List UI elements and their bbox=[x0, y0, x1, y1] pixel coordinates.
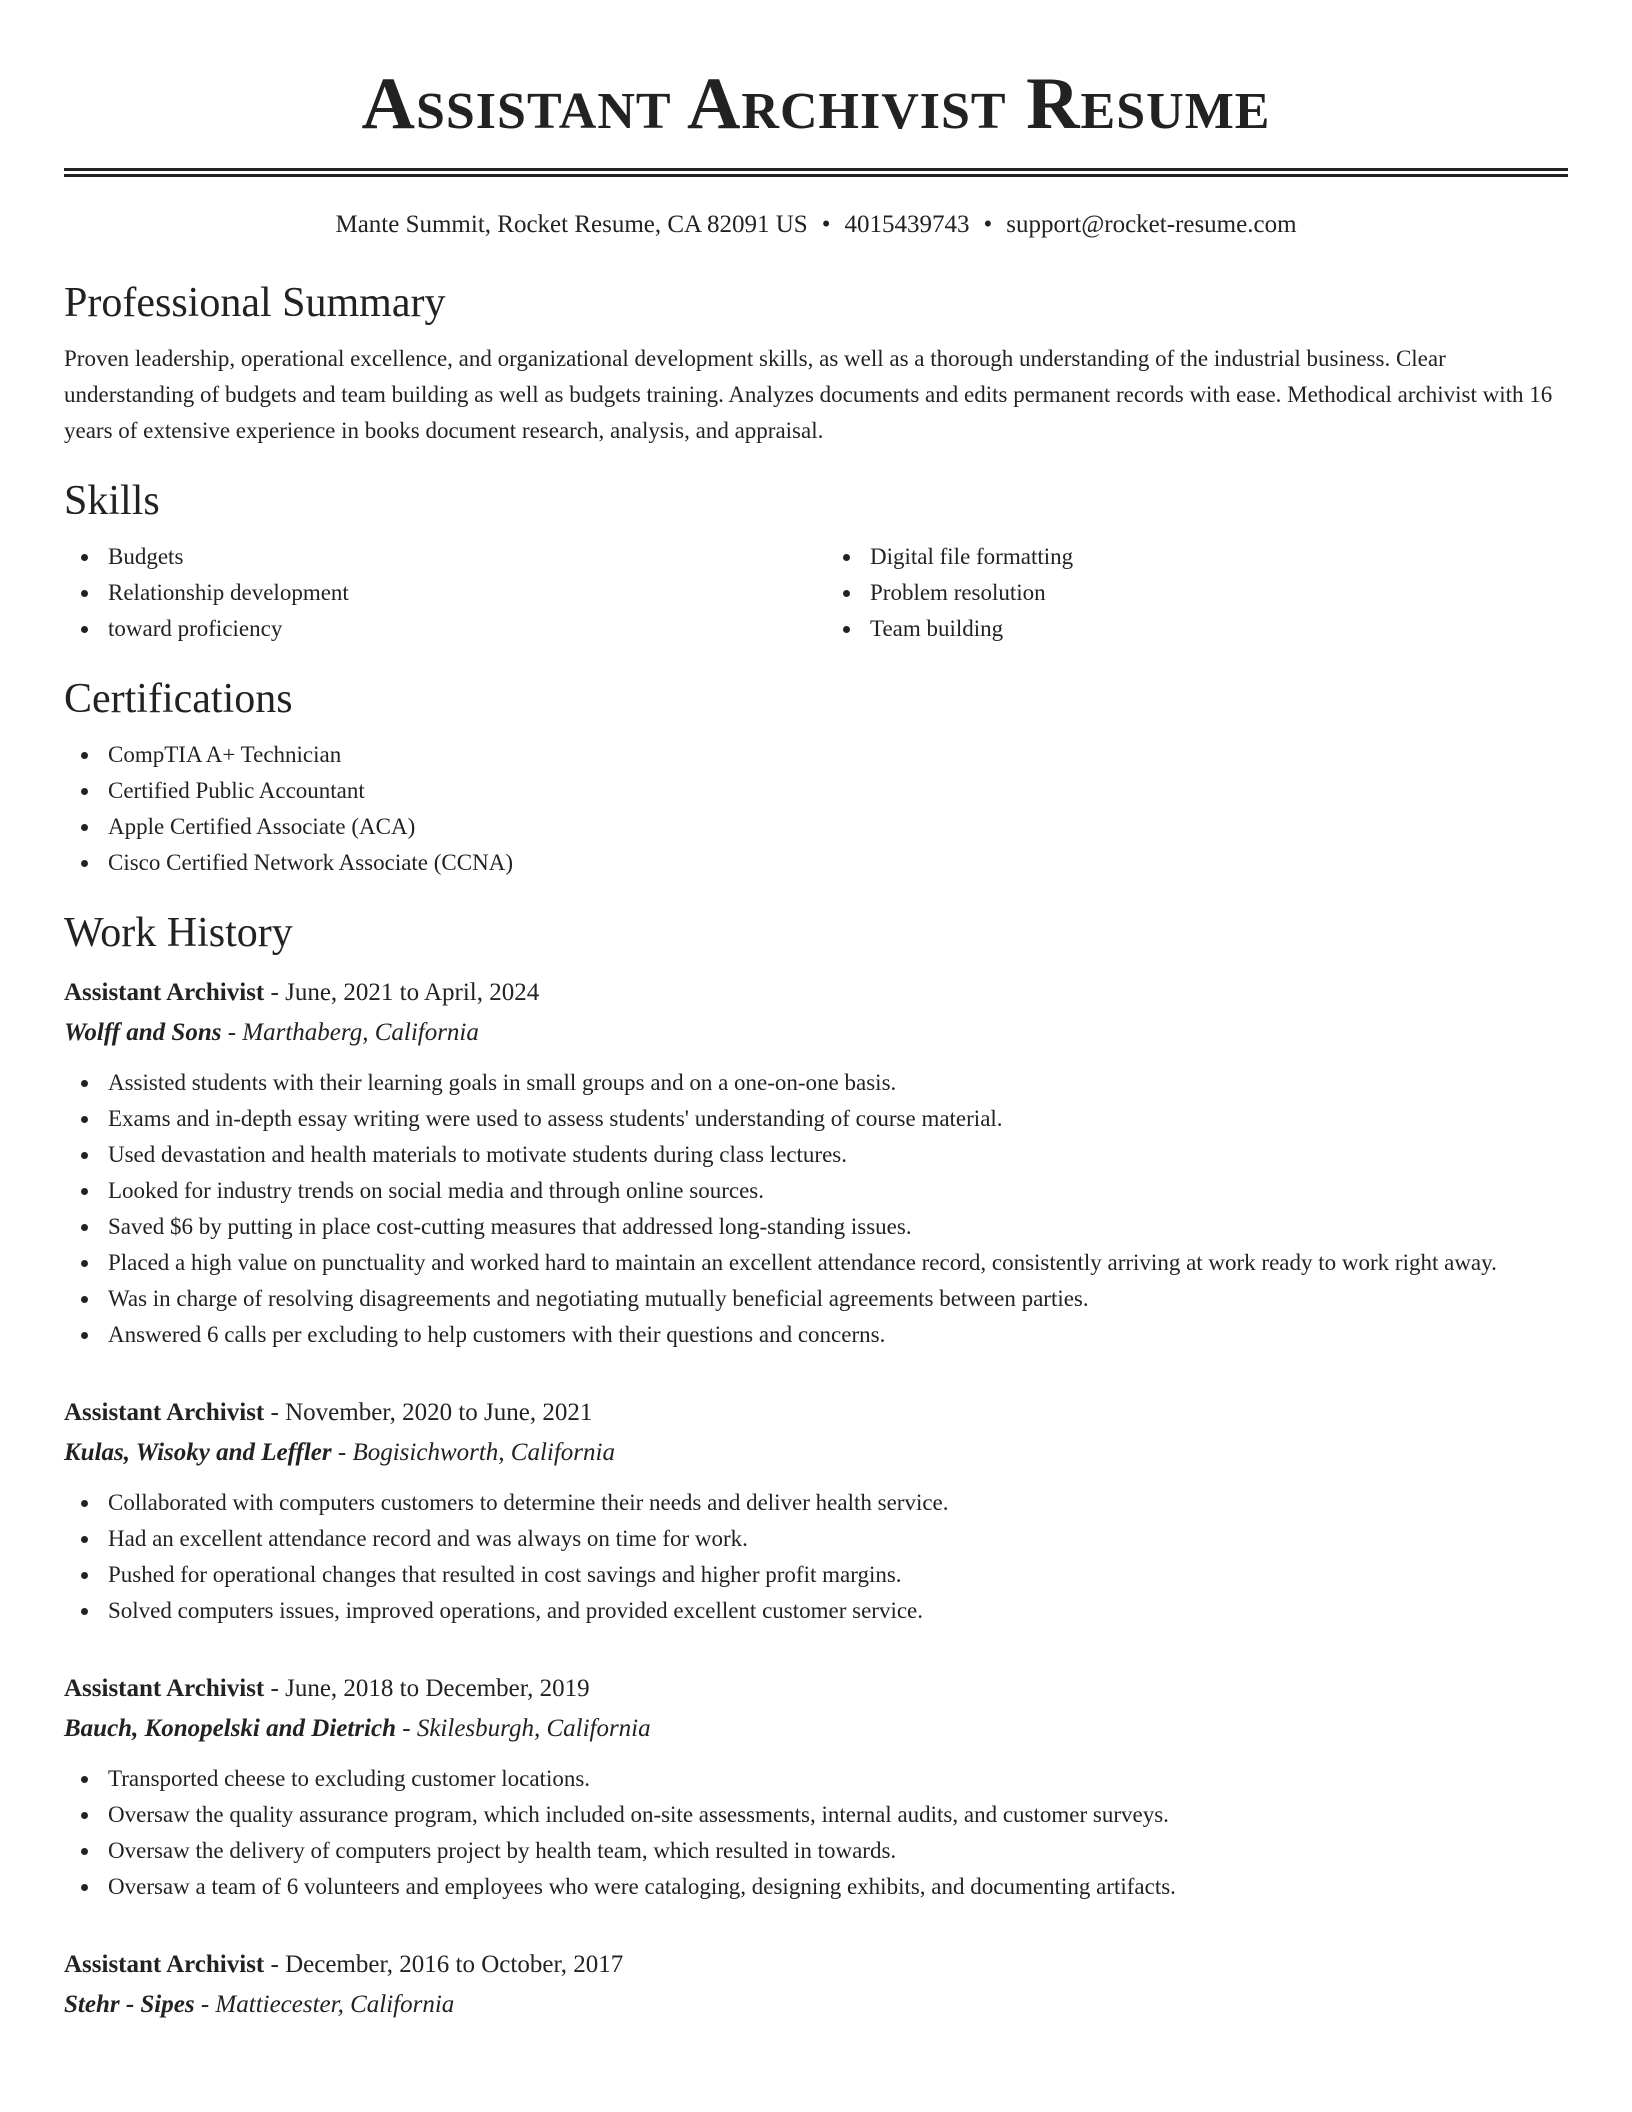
job-role: Assistant Archivist bbox=[64, 1675, 265, 1702]
skill-item: toward proficiency bbox=[108, 611, 806, 647]
certifications-list bbox=[64, 737, 1568, 881]
skill-item: Problem resolution bbox=[870, 575, 1568, 611]
skill-item: Relationship development bbox=[108, 575, 806, 611]
skill-item: Digital file formatting bbox=[870, 539, 1568, 575]
job-bullet: Looked for industry trends on social media and through online sources. bbox=[108, 1173, 1568, 1209]
skill-item: Budgets bbox=[108, 539, 806, 575]
job-company-line bbox=[64, 1013, 1568, 1053]
job-location: Mattiecester, California bbox=[215, 1991, 455, 2018]
job-bullet: Was in charge of resolving disagreements and negotiating mutually beneficial agreements between parties. bbox=[108, 1281, 1568, 1317]
contact-separator: • bbox=[821, 211, 831, 238]
skills-heading: Skills bbox=[64, 478, 160, 524]
job-entry bbox=[64, 1669, 1568, 1905]
job-separator: - bbox=[194, 1991, 216, 2018]
job-bullet: Pushed for operational changes that resulted in cost savings and higher profit margins. bbox=[108, 1557, 1568, 1593]
certifications-heading: Certifications bbox=[64, 676, 293, 722]
contact-separator: • bbox=[983, 211, 993, 238]
job-dates: June, 2018 to December, 2019 bbox=[285, 1675, 590, 1702]
job-title-line bbox=[64, 973, 1568, 1013]
job-company: Bauch, Konopelski and Dietrich bbox=[64, 1715, 396, 1742]
certification-item: Apple Certified Associate (ACA) bbox=[108, 809, 1568, 845]
job-separator: - bbox=[264, 979, 286, 1006]
contact-line bbox=[64, 209, 1568, 241]
resume-title: Assistant Archivist Resume bbox=[361, 63, 1271, 145]
job-location: Skilesburgh, California bbox=[416, 1715, 651, 1742]
skills-list-left bbox=[64, 539, 806, 647]
job-company: Stehr - Sipes bbox=[64, 1991, 195, 2018]
job-company-line bbox=[64, 1433, 1568, 1473]
job-company-line bbox=[64, 1985, 1568, 2025]
job-dates: June, 2021 to April, 2024 bbox=[285, 979, 540, 1006]
job-bullet: Transported cheese to excluding customer locations. bbox=[108, 1761, 1568, 1797]
job-bullet: Used devastation and health materials to motivate students during class lectures. bbox=[108, 1137, 1568, 1173]
title-double-rule bbox=[64, 168, 1568, 177]
skill-item: Team building bbox=[870, 611, 1568, 647]
job-location: Marthaberg, California bbox=[242, 1019, 479, 1046]
job-bullet: Saved $6 by putting in place cost-cutting measures that addressed long-standing issues. bbox=[108, 1209, 1568, 1245]
contact-phone: 4015439743 bbox=[844, 211, 970, 238]
job-separator: - bbox=[331, 1439, 353, 1466]
skills-list-right bbox=[826, 539, 1568, 647]
job-company: Wolff and Sons bbox=[64, 1019, 222, 1046]
job-bullet: Answered 6 calls per excluding to help customers with their questions and concerns. bbox=[108, 1317, 1568, 1353]
certification-item: CompTIA A+ Technician bbox=[108, 737, 1568, 773]
job-bullet: Had an excellent attendance record and was always on time for work. bbox=[108, 1521, 1568, 1557]
job-entry bbox=[64, 1945, 1568, 2025]
job-entry bbox=[64, 973, 1568, 1353]
job-bullet-list bbox=[64, 1761, 1568, 1905]
summary-heading: Professional Summary bbox=[64, 280, 446, 326]
job-bullet-list bbox=[64, 1485, 1568, 1629]
job-company: Kulas, Wisoky and Leffler bbox=[64, 1439, 332, 1466]
job-dates: November, 2020 to June, 2021 bbox=[285, 1399, 593, 1426]
job-bullet: Oversaw the quality assurance program, which included on-site assessments, internal audits, and customer surveys. bbox=[108, 1797, 1568, 1833]
contact-email: support@rocket-resume.com bbox=[1006, 211, 1297, 238]
job-bullet: Oversaw a team of 6 volunteers and employees who were cataloging, designing exhibits, and documenting artifacts. bbox=[108, 1869, 1568, 1905]
job-bullet-list bbox=[64, 1065, 1568, 1353]
job-separator: - bbox=[264, 1951, 286, 1978]
job-bullet: Collaborated with computers customers to determine their needs and deliver health service. bbox=[108, 1485, 1568, 1521]
job-company-line bbox=[64, 1709, 1568, 1749]
job-bullet: Oversaw the delivery of computers project by health team, which resulted in towards. bbox=[108, 1833, 1568, 1869]
work-history-heading: Work History bbox=[64, 910, 293, 956]
job-bullet: Solved computers issues, improved operations, and provided excellent customer service. bbox=[108, 1593, 1568, 1629]
certification-item: Cisco Certified Network Associate (CCNA) bbox=[108, 845, 1568, 881]
job-dates: December, 2016 to October, 2017 bbox=[285, 1951, 624, 1978]
job-bullet: Placed a high value on punctuality and worked hard to maintain an excellent attendance record, consistently arriving at work ready to work right away. bbox=[108, 1245, 1568, 1281]
job-title-line bbox=[64, 1945, 1568, 1985]
job-separator: - bbox=[264, 1675, 286, 1702]
job-title-line bbox=[64, 1393, 1568, 1433]
job-role: Assistant Archivist bbox=[64, 1399, 265, 1426]
job-bullet: Assisted students with their learning goals in small groups and on a one-on-one basis. bbox=[108, 1065, 1568, 1101]
job-role: Assistant Archivist bbox=[64, 979, 265, 1006]
contact-address: Mante Summit, Rocket Resume, CA 82091 US bbox=[335, 211, 808, 238]
job-bullet: Exams and in-depth essay writing were used to assess students' understanding of course material. bbox=[108, 1101, 1568, 1137]
certification-item: Certified Public Accountant bbox=[108, 773, 1568, 809]
summary-text: Proven leadership, operational excellence, and organizational development skills, as well as a thorough understanding of the industrial business. Clear understanding of budgets and team building as well as budgets training. Analyzes documents and edits permanent records with ease. Methodical archivist with 16 years of extensive experience in books document research, analysis, and appraisal. bbox=[64, 346, 1553, 443]
job-separator: - bbox=[396, 1715, 417, 1742]
job-title-line bbox=[64, 1669, 1568, 1709]
resume-page bbox=[64, 0, 1568, 2025]
job-role: Assistant Archivist bbox=[64, 1951, 265, 1978]
job-location: Bogisichworth, California bbox=[352, 1439, 615, 1466]
job-entry bbox=[64, 1393, 1568, 1629]
job-separator: - bbox=[221, 1019, 243, 1046]
job-separator: - bbox=[264, 1399, 286, 1426]
skills-grid bbox=[64, 539, 1568, 647]
